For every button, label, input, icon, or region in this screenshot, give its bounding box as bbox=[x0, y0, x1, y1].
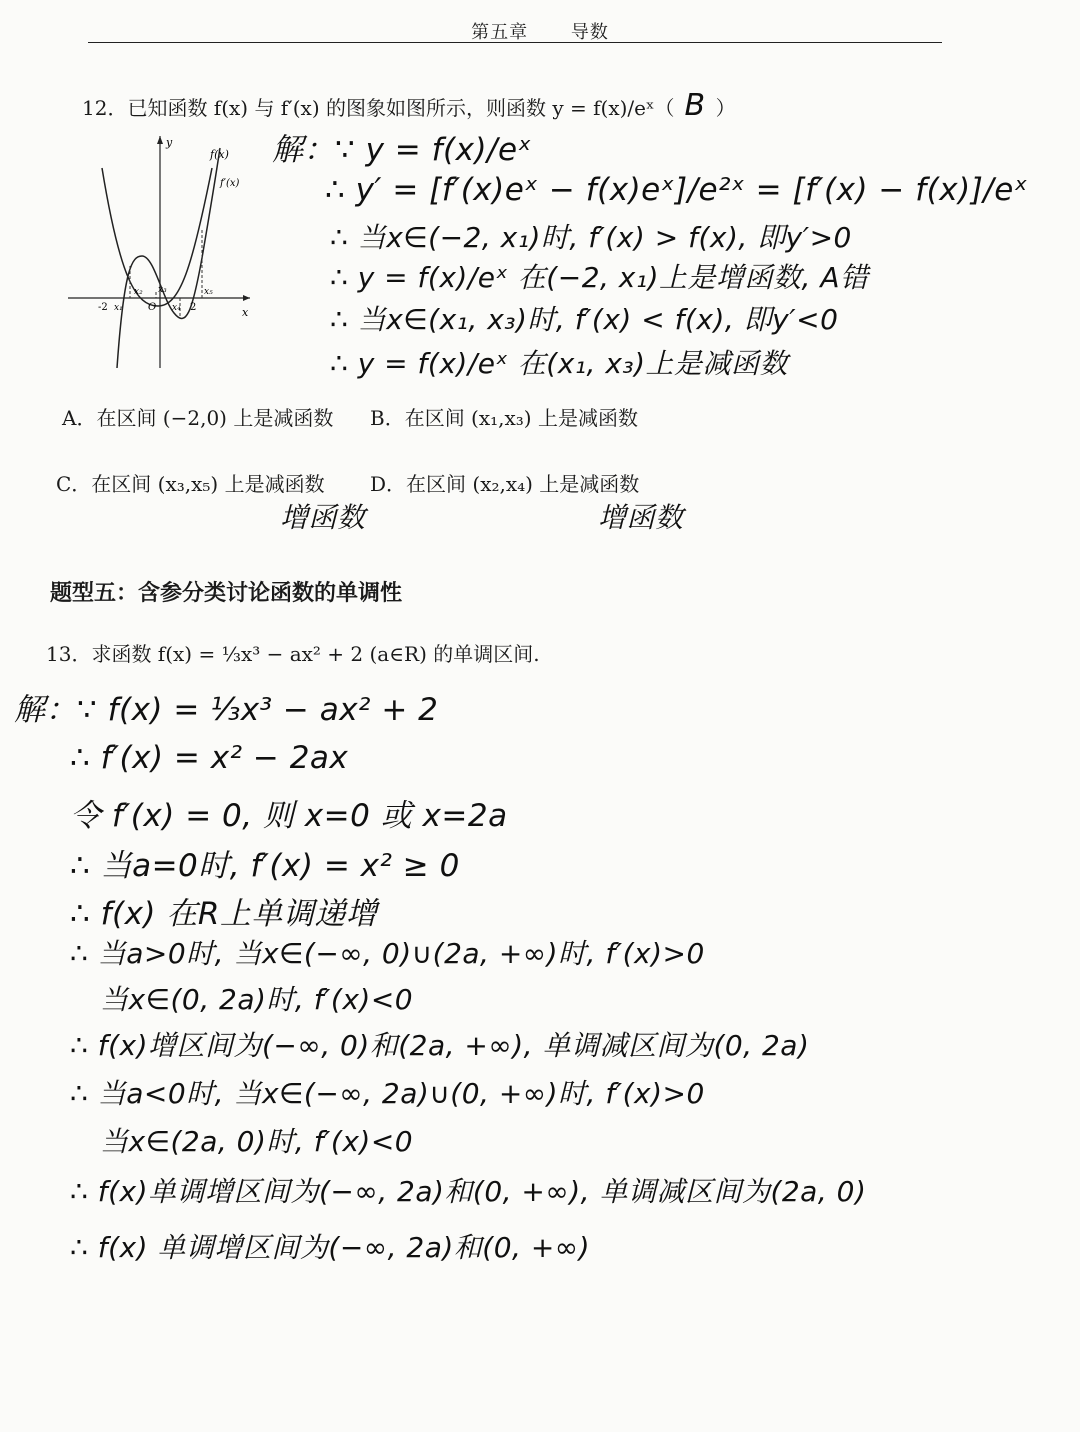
q12-function-graph bbox=[62, 128, 262, 378]
label-x: x bbox=[242, 306, 249, 319]
chapter-title: 第五章 bbox=[471, 22, 529, 43]
q12-stem: 12．已知函数 f(x) 与 f′(x) 的图象如图所示，则函数 y = f(x)/eˣ（ B ） bbox=[82, 88, 736, 123]
q12-solution-line-3: ∴ 当x∈(−2, x₁)时, f′(x) > f(x), 即y′>0 bbox=[330, 221, 852, 254]
q12-option-a: A．在区间 (−2,0) 上是减函数 bbox=[62, 406, 334, 430]
q13-solution-line-6: ∴ 当a>0时, 当x∈(−∞, 0)∪(2a, +∞)时, f′(x)>0 bbox=[70, 937, 705, 970]
q12-option-b: B．在区间 (x₁,x₃) 上是减函数 bbox=[370, 406, 638, 430]
q12-answer: B bbox=[684, 88, 706, 123]
q13-solution-line-8: ∴ f(x)增区间为(−∞, 0)和(2a, +∞), 单调减区间为(0, 2a) bbox=[70, 1029, 810, 1062]
q13-solution-line-1: 解：∵ f(x) = ⅓x³ − ax² + 2 bbox=[14, 692, 439, 728]
chapter-topic: 导数 bbox=[570, 22, 609, 43]
header-rule bbox=[88, 42, 942, 43]
q13-solution-line-10: 当x∈(2a, 0)时, f′(x)<0 bbox=[100, 1125, 414, 1158]
label-y: y bbox=[166, 136, 173, 149]
q13-solution-line-2: ∴ f′(x) = x² − 2ax bbox=[70, 740, 349, 776]
label-2: 2 bbox=[190, 302, 197, 313]
page-header bbox=[0, 18, 1080, 44]
q12-option-d: D．在区间 (x₂,x₄) 上是减函数 bbox=[370, 472, 640, 496]
q13-solution-line-3: 令 f′(x) = 0, 则 x=0 或 x=2a bbox=[70, 798, 508, 834]
q12-solution-line-4: ∴ y = f(x)/eˣ 在(−2, x₁)上是增函数, A错 bbox=[330, 261, 869, 294]
label-x2: x₂ bbox=[134, 287, 143, 297]
label-f: f(x) bbox=[210, 148, 229, 161]
fprime-curve bbox=[102, 168, 212, 306]
q13-solution-line-7: 当x∈(0, 2a)时, f′(x)<0 bbox=[100, 983, 414, 1016]
q12-solution-line-6: ∴ y = f(x)/eˣ 在(x₁, x₃)上是减函数 bbox=[330, 347, 789, 380]
label-x3: x₃ bbox=[158, 285, 167, 295]
section-heading: 题型五：含参分类讨论函数的单调性 bbox=[50, 580, 403, 606]
label-neg2: -2 bbox=[98, 302, 108, 313]
q12-note-d: 增函数 bbox=[598, 501, 684, 534]
label-origin: O bbox=[148, 302, 157, 313]
f-curve bbox=[117, 148, 220, 368]
label-x1: x₁ bbox=[114, 303, 123, 313]
q13-solution-line-4: ∴ 当a=0时, f′(x) = x² ≥ 0 bbox=[70, 848, 460, 884]
q13-solution-line-12: ∴ f(x) 单调增区间为(−∞, 2a)和(0, +∞) bbox=[70, 1231, 591, 1264]
q13-stem: 13．求函数 f(x) = ⅓x³ − ax² + 2 (a∈R) 的单调区间. bbox=[46, 642, 540, 666]
q13-solution-line-5: ∴ f(x) 在R上单调递增 bbox=[70, 896, 378, 932]
label-x5: x₅ bbox=[204, 287, 213, 297]
label-x4: x₄ bbox=[172, 303, 181, 313]
q12-solution-line-2: ∴ y′ = [f′(x)eˣ − f(x)eˣ]/e²ˣ = [f′(x) − f(x)]/eˣ bbox=[325, 172, 1029, 208]
q12-option-c: C．在区间 (x₃,x₅) 上是减函数 bbox=[56, 472, 325, 496]
q13-solution-line-11: ∴ f(x)单调增区间为(−∞, 2a)和(0, +∞), 单调减区间为(2a, 0) bbox=[70, 1175, 867, 1208]
q13-solution-line-9: ∴ 当a<0时, 当x∈(−∞, 2a)∪(0, +∞)时, f′(x)>0 bbox=[70, 1077, 705, 1110]
q12-note-c: 增函数 bbox=[280, 501, 366, 534]
label-fprime: f′(x) bbox=[220, 178, 240, 189]
q12-solution-line-5: ∴ 当x∈(x₁, x₃)时, f′(x) < f(x), 即y′<0 bbox=[330, 303, 839, 336]
q12-solution-line-1: 解：∵ y = f(x)/eˣ bbox=[272, 132, 532, 168]
